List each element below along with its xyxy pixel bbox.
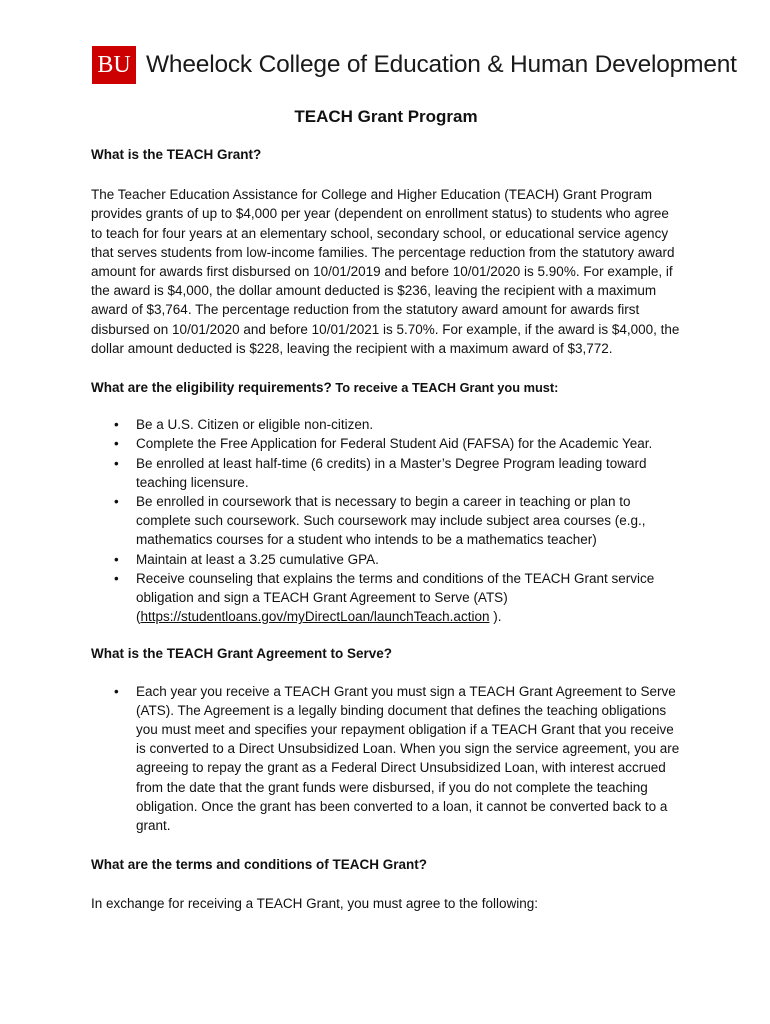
list-item: • Be a U.S. Citizen or eligible non-citizen. [91, 415, 681, 434]
link-close-paren: ). [489, 609, 502, 625]
heading-eligibility-text: What are the eligibility requirements? [91, 380, 332, 396]
list-item: • Complete the Free Application for Federal Student Aid (FAFSA) for the Academic Year. [91, 434, 681, 453]
ats-list [91, 682, 681, 836]
heading-eligibility [91, 378, 681, 397]
list-item: • Be enrolled in coursework that is necessary to begin a career in teaching or plan to complete such coursework. Such coursework may include subject area courses (e.g., mathematics courses for a student who intends to be a mathematics teacher) [91, 492, 681, 550]
list-item: • Each year you receive a TEACH Grant you must sign a TEACH Grant Agreement to Serve (ATS). The Agreement is a legally binding document that defines the teaching obligations you must meet and specifies your repayment obligation if a TEACH Grant that you receive is converted to a Direct Unsubsidized Loan. When you sign the service agreement, you are agreeing to repay the grant as a Federal Direct Unsubsidized Loan, with interest accrued from the date that the grant funds were disbursed, if you do not complete the teaching obligation. Once the grant has been converted to a loan, it cannot be converted back to a grant. [91, 682, 681, 836]
document-body [91, 105, 681, 913]
list-item-text: Receive counseling that explains the terms and conditions of the TEACH Grant service obligation and sign a TEACH Grant Agreement to Serve (ATS) [136, 570, 655, 606]
paragraph-terms-intro: In exchange for receiving a TEACH Grant, you must agree to the following: [91, 895, 538, 911]
college-name: Wheelock College of Education & Human Development [146, 51, 737, 78]
heading-what-is-teach: What is the TEACH Grant? [91, 147, 262, 162]
list-item [91, 569, 681, 627]
list-item: • Be enrolled at least half-time (6 credits) in a Master’s Degree Program leading toward teaching licensure. [91, 454, 681, 492]
heading-terms-conditions: What are the terms and conditions of TEACH Grant? [91, 857, 428, 873]
bu-logo: BU [92, 46, 136, 84]
list-item: • Maintain at least a 3.25 cumulative GPA. [91, 550, 681, 569]
heading-eligibility-sub: To receive a TEACH Grant you must: [331, 380, 559, 396]
heading-agreement-to-serve: What is the TEACH Grant Agreement to Serve? [91, 646, 393, 662]
link-open-paren: ( [136, 609, 141, 625]
document-title: TEACH Grant Program [294, 107, 478, 126]
eligibility-list [91, 415, 681, 626]
studentloans-link[interactable]: https://studentloans.gov/myDirectLoan/launchTeach.action [140, 609, 490, 625]
page-header [92, 46, 737, 84]
paragraph-teach-description: The Teacher Education Assistance for College and Higher Education (TEACH) Grant Program provides grants of up to $4,000 per year (dependent on enrollment status) to students who agree to teach for four years at an elementary school, secondary school, or educational service agency that serves students from low-income families. The percentage reduction from the statutory award amount for awards first disbursed on 10/01/2019 and before 10/01/2020 is 5.90%. For example, if the award is $4,000, the dollar amount deducted is $236, leaving the recipient with a maximum award of $3,764. The percentage reduction from the statutory award amount for awards first disbursed on 10/01/2020 and before 10/01/2021 is 5.70%. For example, if the award is $4,000, the dollar amount deducted is $228, leaving the recipient with a maximum award of $3,772. [91, 187, 680, 356]
